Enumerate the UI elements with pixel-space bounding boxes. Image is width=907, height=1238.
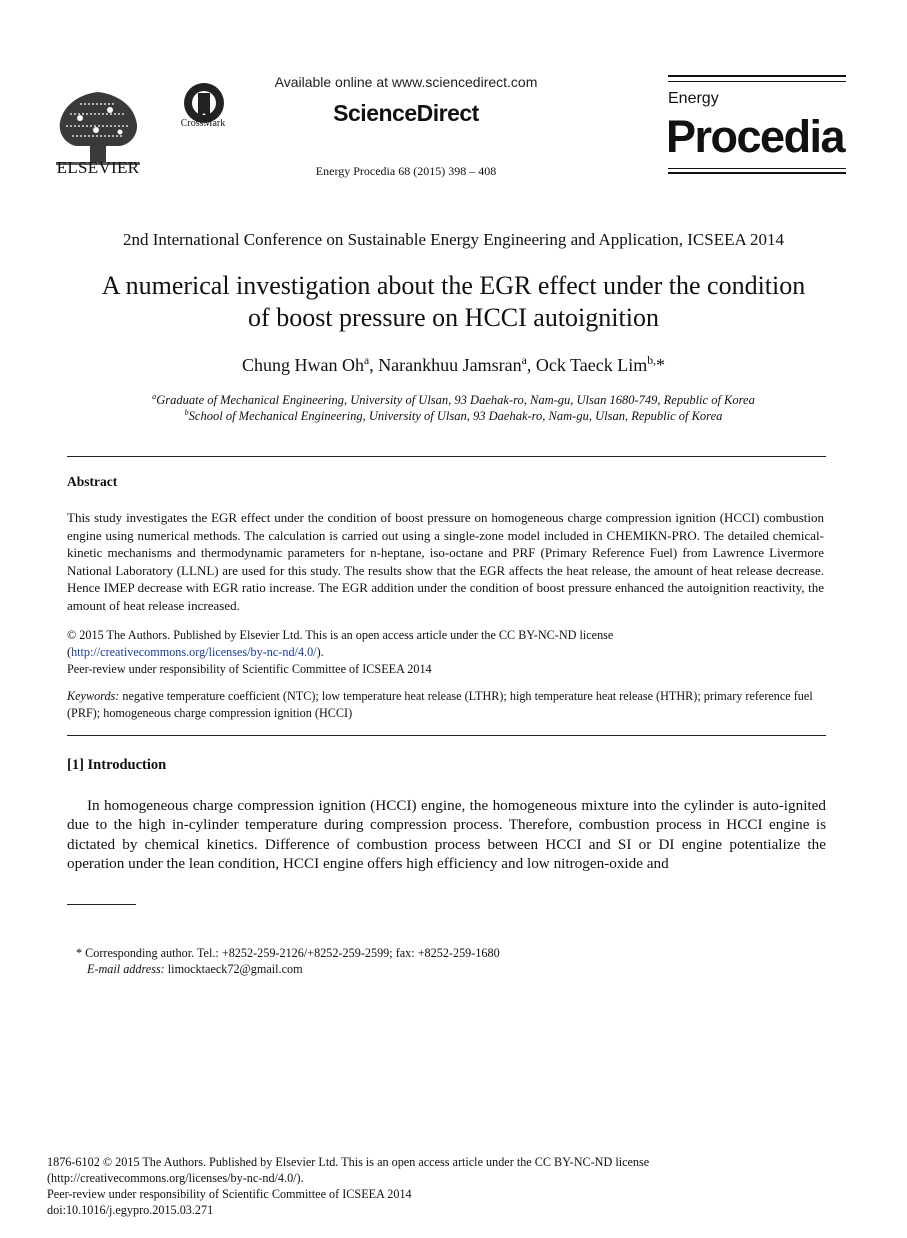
platform-brand: ScienceDirect	[333, 100, 479, 126]
author-separator: ,	[526, 355, 536, 375]
license-link-line	[67, 644, 824, 661]
footnote-rule	[67, 904, 136, 905]
footer-peer-review: Peer-review under responsibility of Scientific Committee of ICSEEA 2014	[47, 1187, 412, 1201]
journal-rule-top-thin	[668, 81, 846, 82]
journal-word-procedia: Procedia	[666, 111, 845, 162]
abstract-heading: Abstract	[67, 474, 118, 489]
footer-doi[interactable]: doi:10.1016/j.egypro.2015.03.271	[47, 1203, 214, 1217]
journal-rule-top	[668, 75, 846, 77]
footnote-text: Corresponding author. Tel.: +8252-259-2126/+8252-259-2599; fax: +8252-259-1680	[82, 946, 500, 960]
author-affil-mark: a	[364, 354, 370, 367]
affiliation-mark: b	[184, 408, 189, 417]
divider-bottom	[67, 735, 826, 736]
affiliation-b	[0, 408, 907, 424]
email-address[interactable]: limocktaeck72@gmail.com	[164, 962, 303, 976]
introduction-body: In homogeneous charge compression ignition (HCCI) engine, the homogeneous mixture into the cylinder is auto-ignited due to the high in-cylinder temperature during compression process. Therefore, combustion process in HCCI engine is dictated by chemical kinetics. Difference of combustion process between HCCI and SI or DI engine potentialize the operation under the lean condition, HCCI engine offers high efficiency and low nitrogen-oxide and	[67, 797, 826, 872]
corresponding-author-footnote	[76, 946, 500, 961]
license-line: © 2015 The Authors. Published by Elsevier Ltd. This is an open access article under the CC BY-NC-ND license	[67, 628, 614, 642]
license-paren-open: (	[67, 645, 72, 659]
journal-rule-bottom	[668, 172, 846, 174]
footnote-mark: *	[76, 946, 83, 960]
affiliation-mark: a	[152, 392, 157, 401]
author-affil-mark: a	[521, 354, 527, 367]
author-separator: ,	[369, 355, 379, 375]
paper-title-line-2: of boost pressure on HCCI autoignition	[248, 303, 659, 332]
affiliation-text: Graduate of Mechanical Engineering, University of Ulsan, 93 Daehak-ro, Nam-gu, Ulsan 1680-749, Republic of Korea	[156, 393, 755, 408]
available-online: Available online at www.sciencedirect.com	[274, 74, 538, 90]
keywords	[67, 688, 824, 721]
footer-license-link[interactable]: (http://creativecommons.org/licenses/by-nc-nd/4.0/).	[47, 1171, 304, 1185]
footer-copyright: 1876-6102 © 2015 The Authors. Published by Elsevier Ltd. This is an open access article under the CC BY-NC-ND license	[47, 1155, 650, 1169]
paper-title	[50, 270, 857, 334]
divider-top	[67, 456, 826, 457]
paper-title-line-1: A numerical investigation about the EGR effect under the condition	[101, 271, 806, 300]
email-footnote	[87, 962, 303, 977]
author-name: Ock Taeck Lim	[535, 355, 648, 375]
author-name: Chung Hwan Oh	[242, 355, 364, 375]
license-paren-close: ).	[316, 645, 324, 659]
corresponding-mark: *	[655, 355, 665, 375]
journal-word-energy: Energy	[668, 90, 719, 107]
section-heading-introduction: [1] Introduction	[67, 757, 167, 773]
peer-review: Peer-review under responsibility of Scientific Committee of ICSEEA 2014	[67, 662, 432, 676]
affiliation-a	[0, 392, 907, 408]
author-list	[0, 354, 907, 376]
crossmark-label: CrossMark	[180, 118, 226, 129]
journal-reference: Energy Procedia 68 (2015) 398 – 408	[315, 164, 497, 178]
email-label: E-mail address:	[87, 962, 165, 976]
author-name: Narankhuu Jamsran	[378, 355, 522, 375]
journal-rule-bottom-thin	[668, 168, 846, 169]
publisher-name: ELSEVIER	[56, 158, 140, 177]
affiliation-text: School of Mechanical Engineering, University of Ulsan, 93 Daehak-ro, Nam-gu, Ulsan, Republic of Korea	[188, 409, 723, 424]
conference-name: 2nd International Conference on Sustainable Energy Engineering and Application, ICSEEA 2014	[122, 230, 785, 249]
abstract-body: This study investigates the EGR effect under the condition of boost pressure on homogeneous charge compression ignition (HCCI) combustion engine using numerical methods. The calculation is carried out using a single-zone model included in CHEMIKN-PRO. The detailed chemical-kinetic mechanisms and thermodynamic parameters for n-heptane, iso-octane and PRF (Primary Reference Fuel) from Lawrence Livermore National Laboratory (LLNL) are used for this study. The results show that the EGR affects the heat release, the amount of heat release decrease. Hence IMEP decrease with EGR ratio increase. The EGR addition under the condition of boost pressure enhanced the autoignition reactivity, the amount of heat release increased.	[67, 510, 824, 613]
keywords-label: Keywords:	[67, 689, 120, 703]
license-link[interactable]: http://creativecommons.org/licenses/by-nc-nd/4.0/	[71, 645, 317, 659]
author-affil-mark: b,	[647, 354, 656, 367]
keywords-text: negative temperature coefficient (NTC); low temperature heat release (LTHR); high temperature heat release (HTHR); primary reference fuel (PRF); homogeneous charge compression ignition (HCCI)	[67, 689, 813, 720]
